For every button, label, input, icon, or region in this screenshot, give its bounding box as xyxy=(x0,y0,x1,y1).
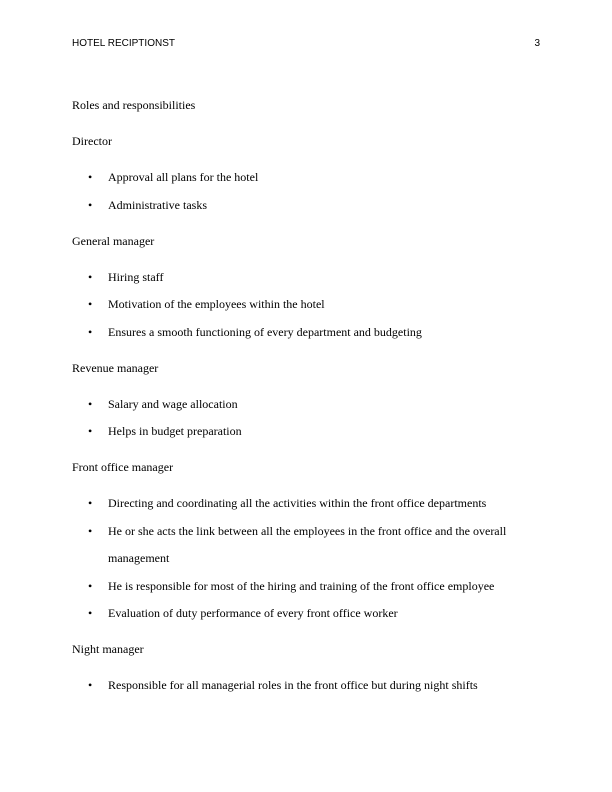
section-night-manager xyxy=(72,636,540,700)
list-item xyxy=(72,291,540,319)
section-heading: Night manager xyxy=(72,642,144,656)
list-item-text: Directing and coordinating all the activities within the front office departments xyxy=(108,496,487,510)
list-item xyxy=(72,600,540,628)
list-item-text: Responsible for all managerial roles in the front office but during night shifts xyxy=(108,678,478,692)
document-body xyxy=(72,92,540,708)
bullet-list xyxy=(72,164,540,219)
list-item xyxy=(72,264,540,292)
list-item-text: Ensures a smooth functioning of every department and budgeting xyxy=(108,324,422,339)
bullet-icon: • xyxy=(88,197,93,212)
bullet-icon: • xyxy=(88,269,93,284)
bullet-list xyxy=(72,490,540,628)
bullet-icon: • xyxy=(88,678,93,692)
bullet-icon: • xyxy=(88,170,93,184)
bullet-icon: • xyxy=(88,396,93,411)
bullet-icon: • xyxy=(88,606,93,620)
bullet-list xyxy=(72,264,540,347)
list-item xyxy=(72,672,540,700)
bullet-icon: • xyxy=(88,424,93,438)
page-number: 3 xyxy=(534,38,540,49)
section-front-office-manager xyxy=(72,454,540,628)
list-item-text: Hiring staff xyxy=(108,269,164,284)
bullet-icon: • xyxy=(88,324,93,339)
section-revenue-manager xyxy=(72,355,540,446)
section-general-manager xyxy=(72,228,540,347)
list-item-text: Helps in budget preparation xyxy=(108,424,242,438)
section-heading: Revenue manager xyxy=(72,360,159,375)
list-item-text: Administrative tasks xyxy=(108,197,207,212)
bullet-icon: • xyxy=(88,297,93,311)
page-header xyxy=(72,37,540,51)
list-item xyxy=(72,490,540,518)
bullet-icon: • xyxy=(88,578,93,593)
bullet-list xyxy=(72,672,540,700)
list-item xyxy=(72,418,540,446)
list-item-text: Approval all plans for the hotel xyxy=(108,170,259,184)
list-item xyxy=(72,319,540,347)
list-item-text: He is responsible for most of the hiring and training of the front office employee xyxy=(108,578,495,593)
list-item-text: He or she acts the link between all the employees in the front office and the overall management xyxy=(108,523,507,565)
intro-heading: Roles and responsibilities xyxy=(72,98,196,112)
list-item xyxy=(72,164,540,192)
list-item-text: Salary and wage allocation xyxy=(108,396,238,411)
running-head: HOTEL RECIPTIONST xyxy=(72,38,175,49)
list-item-text: Evaluation of duty performance of every front office worker xyxy=(108,606,398,620)
bullet-icon: • xyxy=(88,496,93,510)
bullet-list xyxy=(72,391,540,446)
list-item xyxy=(72,391,540,419)
section-heading: Director xyxy=(72,134,112,148)
list-item xyxy=(72,518,540,573)
bullet-icon: • xyxy=(88,523,93,538)
list-item xyxy=(72,573,540,601)
section-director xyxy=(72,128,540,219)
section-heading: General manager xyxy=(72,233,155,248)
list-item xyxy=(72,192,540,220)
section-heading: Front office manager xyxy=(72,460,174,474)
list-item-text: Motivation of the employees within the hotel xyxy=(108,297,325,311)
